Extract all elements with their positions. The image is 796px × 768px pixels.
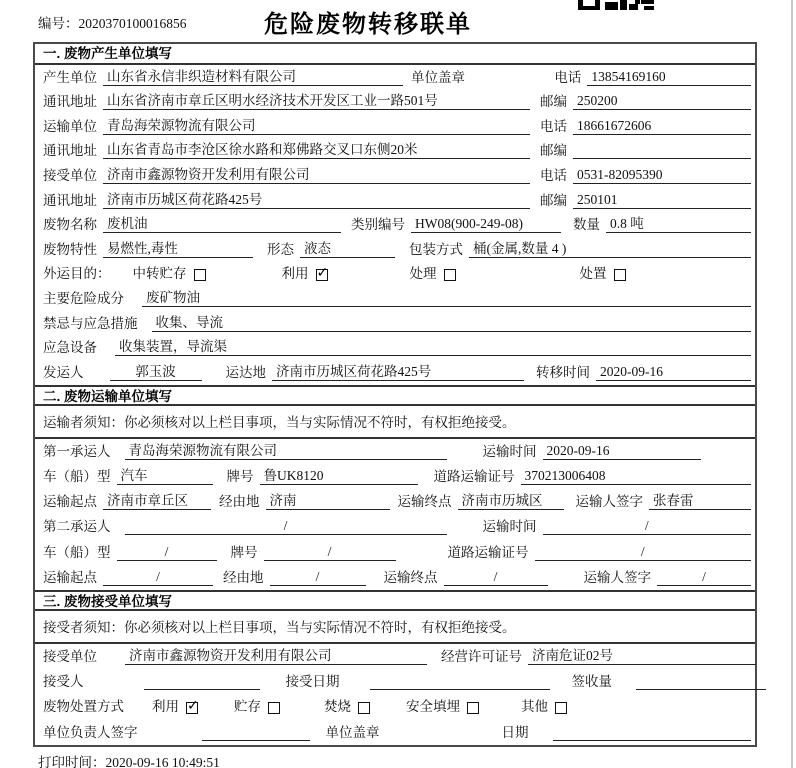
vehicle2-label: 车（船）型 bbox=[43, 544, 111, 560]
category-label: 类别编号 bbox=[351, 217, 405, 233]
sign1-value: 张春雷 bbox=[649, 493, 751, 510]
row-receiver-address bbox=[35, 188, 755, 213]
receiver-notice: 接受者须知：你必须核对以上栏目事项，当与实际情况不符时，有权拒绝接受。 bbox=[35, 611, 755, 644]
row-taboo-measures bbox=[35, 311, 755, 336]
date-label: 日期 bbox=[501, 724, 529, 740]
transport-time2-label: 运输时间 bbox=[482, 519, 537, 535]
row-transporter bbox=[35, 114, 755, 139]
unit-seal-label: 单位盖章 bbox=[325, 724, 380, 740]
via1-value: 济南 bbox=[266, 493, 390, 510]
receive-person-value bbox=[144, 689, 260, 690]
zip-label: 邮编 bbox=[540, 143, 567, 159]
document-number-value: 2020370100016856 bbox=[78, 16, 187, 31]
disposal-label: 废物处置方式 bbox=[43, 699, 124, 715]
zip-label: 邮编 bbox=[540, 94, 567, 110]
head-signature-label: 单位负责人签字 bbox=[43, 724, 138, 740]
receipt-amount-value bbox=[636, 689, 766, 690]
taboo-value: 收集、导流 bbox=[152, 315, 752, 332]
transport-time2-value: / bbox=[543, 518, 752, 535]
disposal-option-landfill: 安全填埋 bbox=[406, 699, 479, 715]
page-edge-line bbox=[791, 0, 793, 768]
equipment-value: 收集装置，导流渠 bbox=[115, 339, 751, 356]
transport-time-label: 运输时间 bbox=[482, 443, 537, 459]
disposal-option-use: 利用 ✓ bbox=[152, 699, 198, 715]
purpose-label: 外运目的： bbox=[43, 266, 111, 282]
origin2-value: / bbox=[103, 569, 213, 586]
transfer-time-value: 2020-09-16 bbox=[596, 364, 751, 381]
purpose-option-transfer: 中转贮存 bbox=[133, 266, 206, 282]
vehicle1-value: 汽车 bbox=[117, 468, 213, 485]
other-checkbox bbox=[555, 702, 567, 714]
road-permit1-label: 道路运输证号 bbox=[433, 469, 515, 485]
receive-unit-value: 济南市鑫源物资开发利用有限公司 bbox=[125, 648, 427, 665]
zip-value: 250200 bbox=[573, 93, 751, 110]
landfill-checkbox bbox=[467, 702, 479, 714]
date-value bbox=[553, 740, 752, 741]
row-carrier-2 bbox=[35, 514, 755, 539]
disposal-option-other: 其他 bbox=[521, 699, 567, 715]
phone-label: 电话 bbox=[540, 167, 567, 183]
license-value: 济南危证02号 bbox=[528, 648, 756, 665]
row-receiver bbox=[35, 163, 755, 188]
transfer-time-label: 转移时间 bbox=[536, 364, 590, 380]
via2-label: 经由地 bbox=[223, 569, 264, 585]
receipt-amount-label: 签收量 bbox=[571, 674, 612, 690]
row-emergency-equipment bbox=[35, 336, 755, 361]
vehicle1-label: 车（船）型 bbox=[43, 469, 111, 485]
road-permit1-value: 370213006408 bbox=[521, 468, 752, 485]
phone-value: 0531-82095390 bbox=[573, 167, 751, 184]
form-value: 液态 bbox=[300, 241, 395, 258]
row-producer bbox=[35, 65, 755, 90]
purpose-option-dispose: 处置 bbox=[580, 266, 626, 282]
end2-value: / bbox=[444, 569, 548, 586]
category-value: HW08(900-249-08) bbox=[411, 216, 561, 233]
row-receive-unit bbox=[35, 644, 755, 669]
destination-value: 济南市历城区荷花路425号 bbox=[272, 364, 524, 381]
receiver-label: 接受单位 bbox=[43, 167, 97, 183]
store-checkbox bbox=[268, 702, 280, 714]
use-checkbox bbox=[186, 702, 198, 714]
transporter-value: 青岛海荣源物流有限公司 bbox=[103, 118, 530, 135]
receive-unit-label: 接受单位 bbox=[43, 649, 97, 665]
section-1-header: 一. 废物产生单位填写 bbox=[35, 44, 755, 65]
via2-value: / bbox=[270, 569, 366, 586]
row-disposal-method bbox=[35, 694, 755, 719]
sign1-label: 运输人签字 bbox=[575, 494, 643, 510]
phone-value: 18661672606 bbox=[573, 118, 751, 135]
print-time-value: 2020-09-16 10:49:51 bbox=[105, 755, 220, 768]
origin1-label: 运输起点 bbox=[43, 494, 97, 510]
waste-name-value: 废机油 bbox=[103, 216, 341, 233]
transfer-storage-checkbox bbox=[194, 269, 206, 281]
shipper-label: 发运人 bbox=[43, 364, 84, 380]
carrier2-label: 第二承运人 bbox=[43, 519, 111, 535]
dispose-checkbox bbox=[614, 269, 626, 281]
form-label: 形态 bbox=[267, 241, 294, 257]
section-2-header: 二. 废物运输单位填写 bbox=[35, 385, 755, 406]
end1-value: 济南市历城区 bbox=[458, 493, 564, 510]
equipment-label: 应急设备 bbox=[43, 340, 97, 356]
phone-label: 电话 bbox=[554, 69, 582, 85]
quantity-value: 0.8 吨 bbox=[606, 216, 751, 233]
packing-value: 桶(金属,数量 4 ) bbox=[469, 241, 751, 258]
address-value: 山东省青岛市李沧区徐水路和郑佛路交叉口东侧20米 bbox=[103, 142, 530, 159]
address-value: 济南市历城区荷花路425号 bbox=[103, 192, 530, 209]
row-receive-person bbox=[35, 669, 755, 694]
transporter-notice: 运输者须知：你必须核对以上栏目事项，当与实际情况不符时，有权拒绝接受。 bbox=[35, 406, 755, 439]
producer-value: 山东省永信非织造材料有限公司 bbox=[103, 69, 403, 86]
row-vehicle-1 bbox=[35, 464, 755, 489]
disposal-option-burn: 焚烧 bbox=[324, 699, 370, 715]
row-transporter-address bbox=[35, 139, 755, 164]
receiver-value: 济南市鑫源物资开发利用有限公司 bbox=[103, 167, 530, 184]
packing-label: 包装方式 bbox=[409, 241, 463, 257]
document-header bbox=[0, 0, 796, 42]
origin1-value: 济南市章丘区 bbox=[103, 493, 211, 510]
form-table bbox=[33, 42, 757, 747]
plate2-value: / bbox=[264, 544, 396, 561]
address-value: 山东省济南市章丘区明水经济技术开发区工业一路501号 bbox=[103, 93, 530, 110]
hazard-value: 废矿物油 bbox=[142, 290, 751, 307]
purpose-option-use: 利用 ✓ bbox=[282, 266, 328, 282]
shipper-value: 郭玉波 bbox=[110, 364, 202, 381]
section-3-header: 三. 废物接受单位填写 bbox=[35, 590, 755, 611]
purpose-option-treat: 处理 bbox=[410, 266, 456, 282]
road-permit2-label: 道路运输证号 bbox=[447, 544, 529, 560]
carrier1-value: 青岛海荣源物流有限公司 bbox=[125, 443, 447, 460]
receive-date-value bbox=[370, 689, 550, 690]
quantity-label: 数量 bbox=[573, 217, 600, 233]
road-permit2-value: / bbox=[535, 544, 752, 561]
plate2-label: 牌号 bbox=[230, 544, 258, 560]
via1-label: 经由地 bbox=[219, 494, 260, 510]
treat-checkbox bbox=[444, 269, 456, 281]
vehicle2-value: / bbox=[117, 544, 217, 561]
receive-person-label: 接受人 bbox=[43, 674, 84, 690]
row-route-1 bbox=[35, 489, 755, 514]
address-label: 通讯地址 bbox=[43, 94, 97, 110]
receive-date-label: 接受日期 bbox=[285, 674, 340, 690]
address-label: 通讯地址 bbox=[43, 192, 97, 208]
end1-label: 运输终点 bbox=[397, 494, 452, 510]
row-route-2 bbox=[35, 565, 755, 590]
document-number-label: 编号： bbox=[38, 16, 79, 31]
row-producer-address bbox=[35, 90, 755, 115]
phone-label: 电话 bbox=[540, 118, 567, 134]
row-waste-property bbox=[35, 237, 755, 262]
address-label: 通讯地址 bbox=[43, 143, 97, 159]
zip-value bbox=[573, 158, 751, 159]
transport-time-value: 2020-09-16 bbox=[543, 443, 701, 460]
use-checkbox bbox=[316, 269, 328, 281]
row-purpose bbox=[35, 262, 755, 287]
row-carrier-1 bbox=[35, 439, 755, 464]
burn-checkbox bbox=[358, 702, 370, 714]
zip-label: 邮编 bbox=[540, 192, 567, 208]
qr-code-fragment-icon bbox=[578, 0, 656, 10]
taboo-label: 禁忌与应急措施 bbox=[43, 315, 138, 331]
row-vehicle-2 bbox=[35, 539, 755, 564]
row-shipper bbox=[35, 360, 755, 385]
row-head-signature bbox=[35, 719, 755, 744]
end2-label: 运输终点 bbox=[383, 569, 438, 585]
print-time bbox=[38, 751, 220, 768]
producer-label: 产生单位 bbox=[43, 69, 97, 85]
row-hazard-component bbox=[35, 286, 755, 311]
phone-value: 13854169160 bbox=[587, 69, 751, 86]
sign2-value: / bbox=[657, 569, 751, 586]
plate1-value: 鲁UK8120 bbox=[260, 468, 418, 485]
page-title: 危险废物转移联单 bbox=[264, 11, 472, 38]
zip-value: 250101 bbox=[573, 192, 751, 209]
head-signature-value bbox=[202, 740, 310, 741]
transporter-label: 运输单位 bbox=[43, 118, 97, 134]
print-time-label: 打印时间： bbox=[38, 755, 106, 768]
origin2-label: 运输起点 bbox=[43, 569, 97, 585]
waste-name-label: 废物名称 bbox=[43, 217, 97, 233]
disposal-option-store: 贮存 bbox=[234, 699, 280, 715]
license-label: 经营许可证号 bbox=[441, 649, 522, 665]
row-waste-name bbox=[35, 213, 755, 238]
hazard-label: 主要危险成分 bbox=[43, 290, 124, 306]
unit-seal-label: 单位盖章 bbox=[411, 69, 465, 85]
plate1-label: 牌号 bbox=[226, 469, 254, 485]
destination-label: 运达地 bbox=[225, 364, 266, 380]
carrier2-value: / bbox=[125, 518, 447, 535]
property-value: 易燃性,毒性 bbox=[103, 241, 253, 258]
carrier1-label: 第一承运人 bbox=[43, 443, 111, 459]
property-label: 废物特性 bbox=[43, 241, 97, 257]
sign2-label: 运输人签字 bbox=[583, 569, 651, 585]
